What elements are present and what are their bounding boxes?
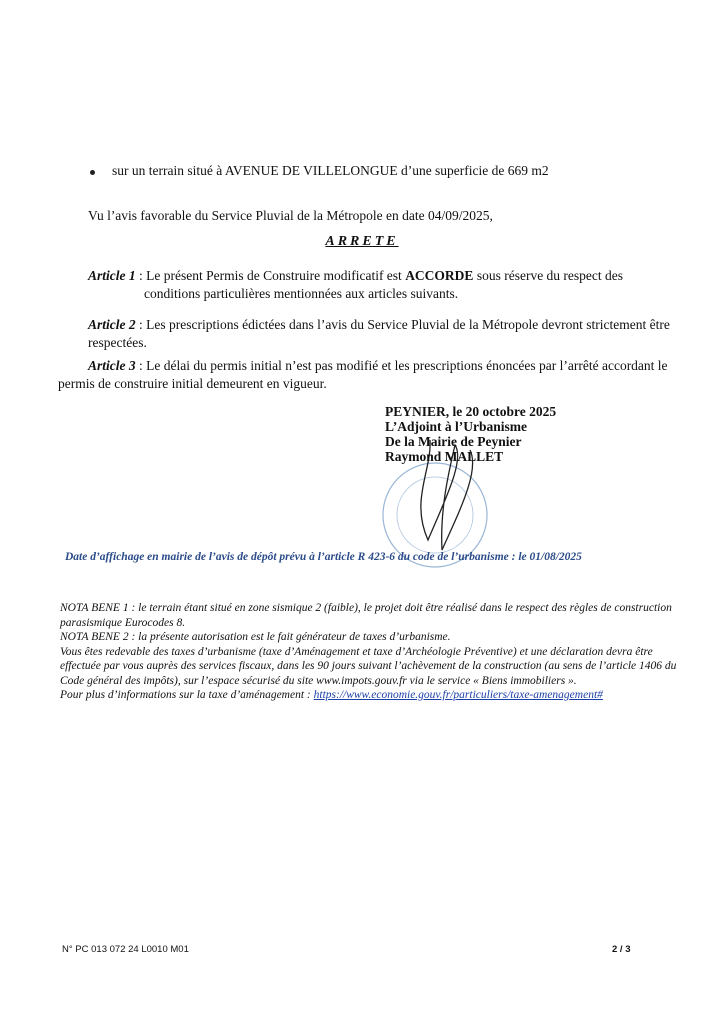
nota-bene-2: NOTA BENE 2 : la présente autorisation est le fait générateur de taxes d’urbanisme.: [60, 631, 451, 643]
taxes-paragraph: Vous êtes redevable des taxes d’urbanisme (taxe d’Aménagement et taxe d’Archéologie Préventive) et une déclaration devra être effectuée par vous auprès des services fiscaux, dans les 90 jours suivant l’achèvement de la construction (au sens de l’article 1406 du Code général des impôts), sur l’espace sécurisé du site www.impots.gouv.fr via le service « Biens immobiliers ».: [60, 645, 677, 687]
signature-line-1: PEYNIER, le 20 octobre 2025: [385, 404, 557, 419]
signature-line-4: Raymond MALLET: [385, 449, 504, 464]
article-2: Article 2 : Les prescriptions édictées dans l’avis du Service Pluvial de la Métropole devront strictement être respectées.: [88, 317, 670, 350]
signature-line-2: L’Adjoint à l’Urbanisme: [385, 419, 528, 434]
bullet-icon: [90, 170, 95, 175]
nota-bene-1: NOTA BENE 1 : le terrain étant situé en zone sismique 2 (faible), le projet doit être réalisé dans le respect des règles de construction parasismique Eurocodes 8.: [60, 602, 672, 629]
signature-block: [385, 404, 556, 464]
article-3: Article 3 : Le délai du permis initial n’est pas modifié et les prescriptions énoncées par l’arrêté accordant le permis de construire initial demeurent en vigueur.: [58, 358, 668, 391]
signature-line-3: De la Mairie de Peynier: [385, 434, 522, 449]
article-1: Article 1 : Le présent Permis de Construire modificatif est ACCORDE sous réserve du respect des conditions particulières mentionnées aux articles suivants.: [88, 268, 624, 301]
page-number: 2 / 3: [612, 944, 631, 955]
bullet-text: sur un terrain situé à AVENUE DE VILLELONGUE d’une superficie de 669 m2: [112, 163, 549, 178]
info-line: Pour plus d’informations sur la taxe d’aménagement : https://www.economie.gouv.fr/particuliers/taxe-amenagement#: [60, 689, 603, 701]
vu-avis: Vu l’avis favorable du Service Pluvial de la Métropole en date 04/09/2025,: [88, 208, 493, 223]
article-1-label: Article 1: [88, 268, 136, 283]
affichage-date: Date d’affichage en mairie de l’avis de dépôt prévu à l’article R 423-6 du code de l’urbanisme : le 01/08/2025: [65, 551, 582, 563]
article-2-label: Article 2: [88, 317, 136, 332]
accorde-emphasis: ACCORDE: [405, 268, 474, 283]
article-3-label: Article 3: [88, 358, 136, 373]
nota-bene-section: [60, 601, 680, 703]
taxe-amenagement-link[interactable]: https://www.economie.gouv.fr/particuliers/taxe-amenagement#: [313, 689, 603, 701]
arrete-title: ARRETE: [325, 234, 399, 249]
footer-ref: N° PC 013 072 24 L0010 M01: [62, 944, 189, 955]
